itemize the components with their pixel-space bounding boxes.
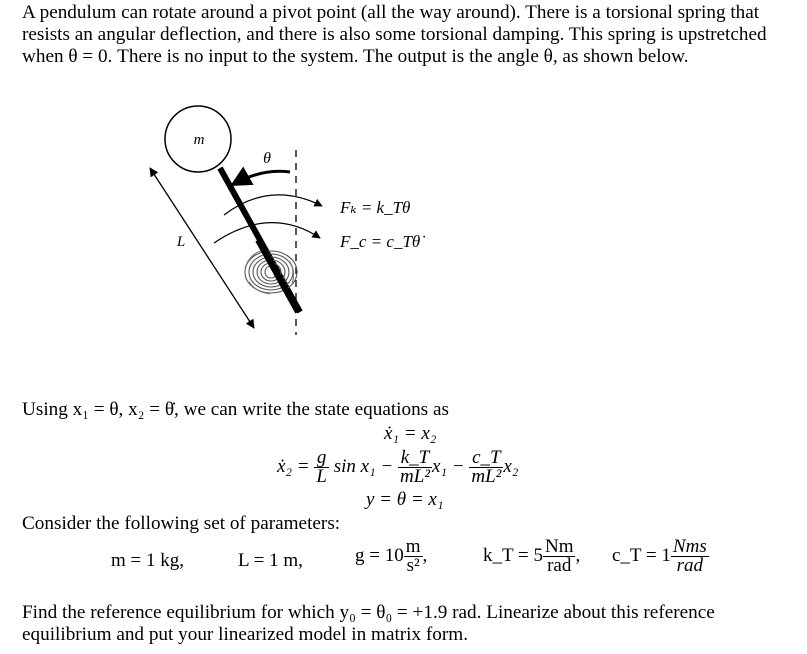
- length-arrow: [150, 168, 254, 328]
- torsional-spring: [245, 250, 297, 294]
- param-L: L = 1 m,: [238, 550, 303, 571]
- state-equation-2: [277, 449, 518, 486]
- state-intro-text: Using x₁ = θ, x₂ = θ̇, we can write the state equations as: [22, 399, 449, 420]
- param-cT-lhs: c_T = 1: [612, 544, 671, 566]
- param-g-num: m: [405, 536, 421, 557]
- state-equation-1: ẋ₁ = x₂: [384, 423, 437, 444]
- damper-force-arc: [214, 223, 320, 243]
- eq2-mL2b: mL²: [471, 466, 502, 487]
- param-cT-den: rad: [676, 555, 704, 576]
- eq2-x1: x₁ −: [431, 455, 465, 477]
- param-kT-num: Nm: [544, 536, 574, 557]
- param-g: g = 10 $\frac{m}{\text{s²}}$ ,: [355, 536, 428, 576]
- eq2-x2: x₂: [503, 455, 519, 477]
- problem-intro: A pendulum can rotate around a pivot point (all the way around). There is a torsional spring that resists an angular deflection, and there is also some torsional damping. This spring is upstretched when θ = 0. There is no input to the system. The output is the angle θ, as shown below.: [22, 2, 767, 67]
- eq2-cT: c_T: [469, 449, 503, 468]
- eq2-mL2a: mL²: [400, 466, 430, 487]
- param-kT: k_T = 5 $\frac{Nm}{\text{rad}}$ ,: [483, 536, 581, 576]
- consider-text: Consider the following set of parameters:: [22, 513, 341, 534]
- param-cT: [612, 538, 709, 575]
- eq2-kT: k_T: [398, 449, 432, 468]
- eq2-sin: sin x₁ −: [333, 455, 394, 477]
- param-kT-den: rad: [547, 555, 572, 576]
- param-g-lhs: g = 10: [355, 544, 404, 566]
- param-cT-num: Nms: [672, 536, 707, 557]
- mass-label: m: [193, 132, 205, 148]
- length-label: L: [176, 234, 186, 250]
- angle-label: θ: [263, 150, 271, 167]
- eq2-g: g: [314, 449, 329, 468]
- task-text: Find the reference equilibrium for which y₀ = θ₀ = +1.9 rad. Linearize about this reference equilibrium and put your linearized model in matrix form.: [22, 602, 715, 645]
- param-g-den: s²: [406, 555, 420, 576]
- eq2-lhs: ẋ₂ =: [277, 455, 310, 477]
- param-m: m = 1 kg,: [111, 550, 184, 571]
- output-equation: y = θ = x₁: [366, 489, 444, 510]
- param-kT-lhs: k_T = 5: [483, 544, 543, 566]
- spring-force-label: Fₖ = k_Tθ: [340, 198, 411, 217]
- eq2-L: L: [316, 466, 327, 487]
- damper-force-label: F_c = c_Tθ̇: [340, 232, 421, 251]
- angle-arrow: [232, 171, 290, 185]
